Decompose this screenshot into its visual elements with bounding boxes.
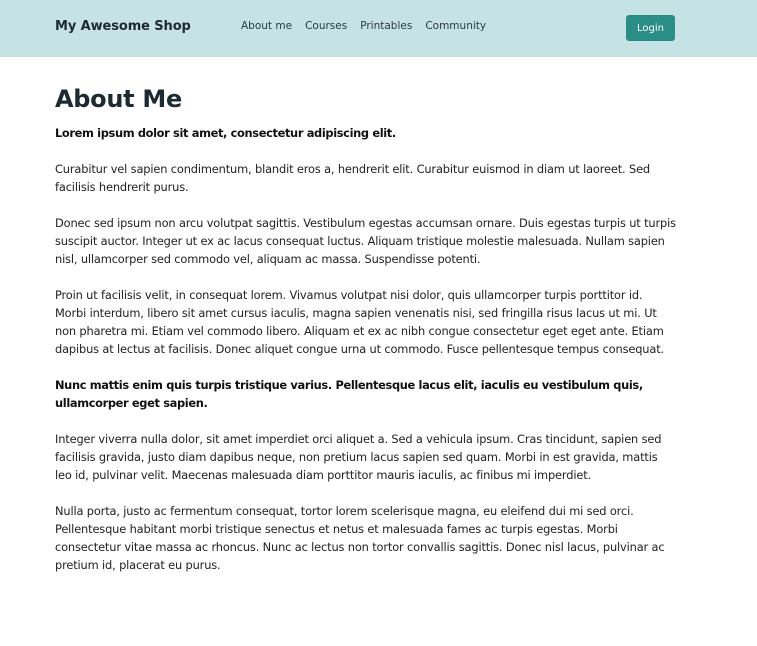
nav-link-printables[interactable]: Printables [360,20,413,32]
main-nav [241,20,486,32]
highlight-paragraph: Nunc mattis enim quis turpis tristique varius. Pellentesque lacus elit, iaculis eu vestibulum quis, ullamcorper eget sapien. [55,378,643,410]
nav-link-courses[interactable]: Courses [305,20,348,32]
main-content [55,84,676,592]
intro-paragraph: Lorem ipsum dolor sit amet, consectetur adipiscing elit. [55,126,396,140]
brand-logo[interactable]: My Awesome Shop [55,19,191,34]
login-button[interactable]: Login [626,15,675,41]
page-title: About Me [55,85,182,113]
paragraph: Integer viverra nulla dolor, sit amet imperdiet orci aliquet a. Sed a vehicula ipsum. Cras tincidunt, sapien sed facilisis gravida, justo diam dapibus neque, non pretium lacus sapien sed quam. Morbi in est gravida, mattis leo id, pulvinar velit. Maecenas malesuada diam porttitor mauris iaculis, ac finibus mi imperdiet. [55,432,662,482]
paragraph: Donec sed ipsum non arcu volutpat sagittis. Vestibulum egestas accumsan ornare. Duis egestas turpis ut turpis suscipit auctor. Integer ut ex ac lacus consequat luctus. Aliquam tristique molestie malesuada. Nullam sapien nisl, ullamcorper sed commodo vel, aliquam ac massa. Suspendisse potenti. [55,216,676,266]
nav-link-about-me[interactable]: About me [241,20,293,32]
paragraph: Curabitur vel sapien condimentum, blandit eros a, hendrerit elit. Curabitur euismod in diam ut laoreet. Sed facilisis hendrerit purus. [55,162,651,194]
nav-link-community[interactable]: Community [425,20,487,32]
paragraph: Proin ut facilisis velit, in consequat lorem. Vivamus volutpat nisi dolor, quis ullamcorper turpis porttitor id. Morbi interdum, libero sit amet cursus iaculis, magna sapien venenatis nisi, sed fringilla risus lacus ut mi. Ut non pharetra mi. Etiam vel commodo libero. Aliquam et ex ac nibh congue consectetur eget eget ante. Etiam dapibus at lectus at facilisis. Donec aliquet congue urna ut commodo. Fusce pellentesque tempus consequat. [55,288,664,356]
top-navbar [0,0,757,57]
paragraph: Nulla porta, justo ac fermentum consequat, tortor lorem scelerisque magna, eu eleifend dui mi sed orci. Pellentesque habitant morbi tristique senectus et netus et malesuada fames ac turpis egestas. Morbi consectetur vitae massa ac rhoncus. Nunc ac lectus non tortor convallis sagittis. Donec nisl lacus, pulvinar ac pretium id, placerat eu purus. [55,504,665,572]
